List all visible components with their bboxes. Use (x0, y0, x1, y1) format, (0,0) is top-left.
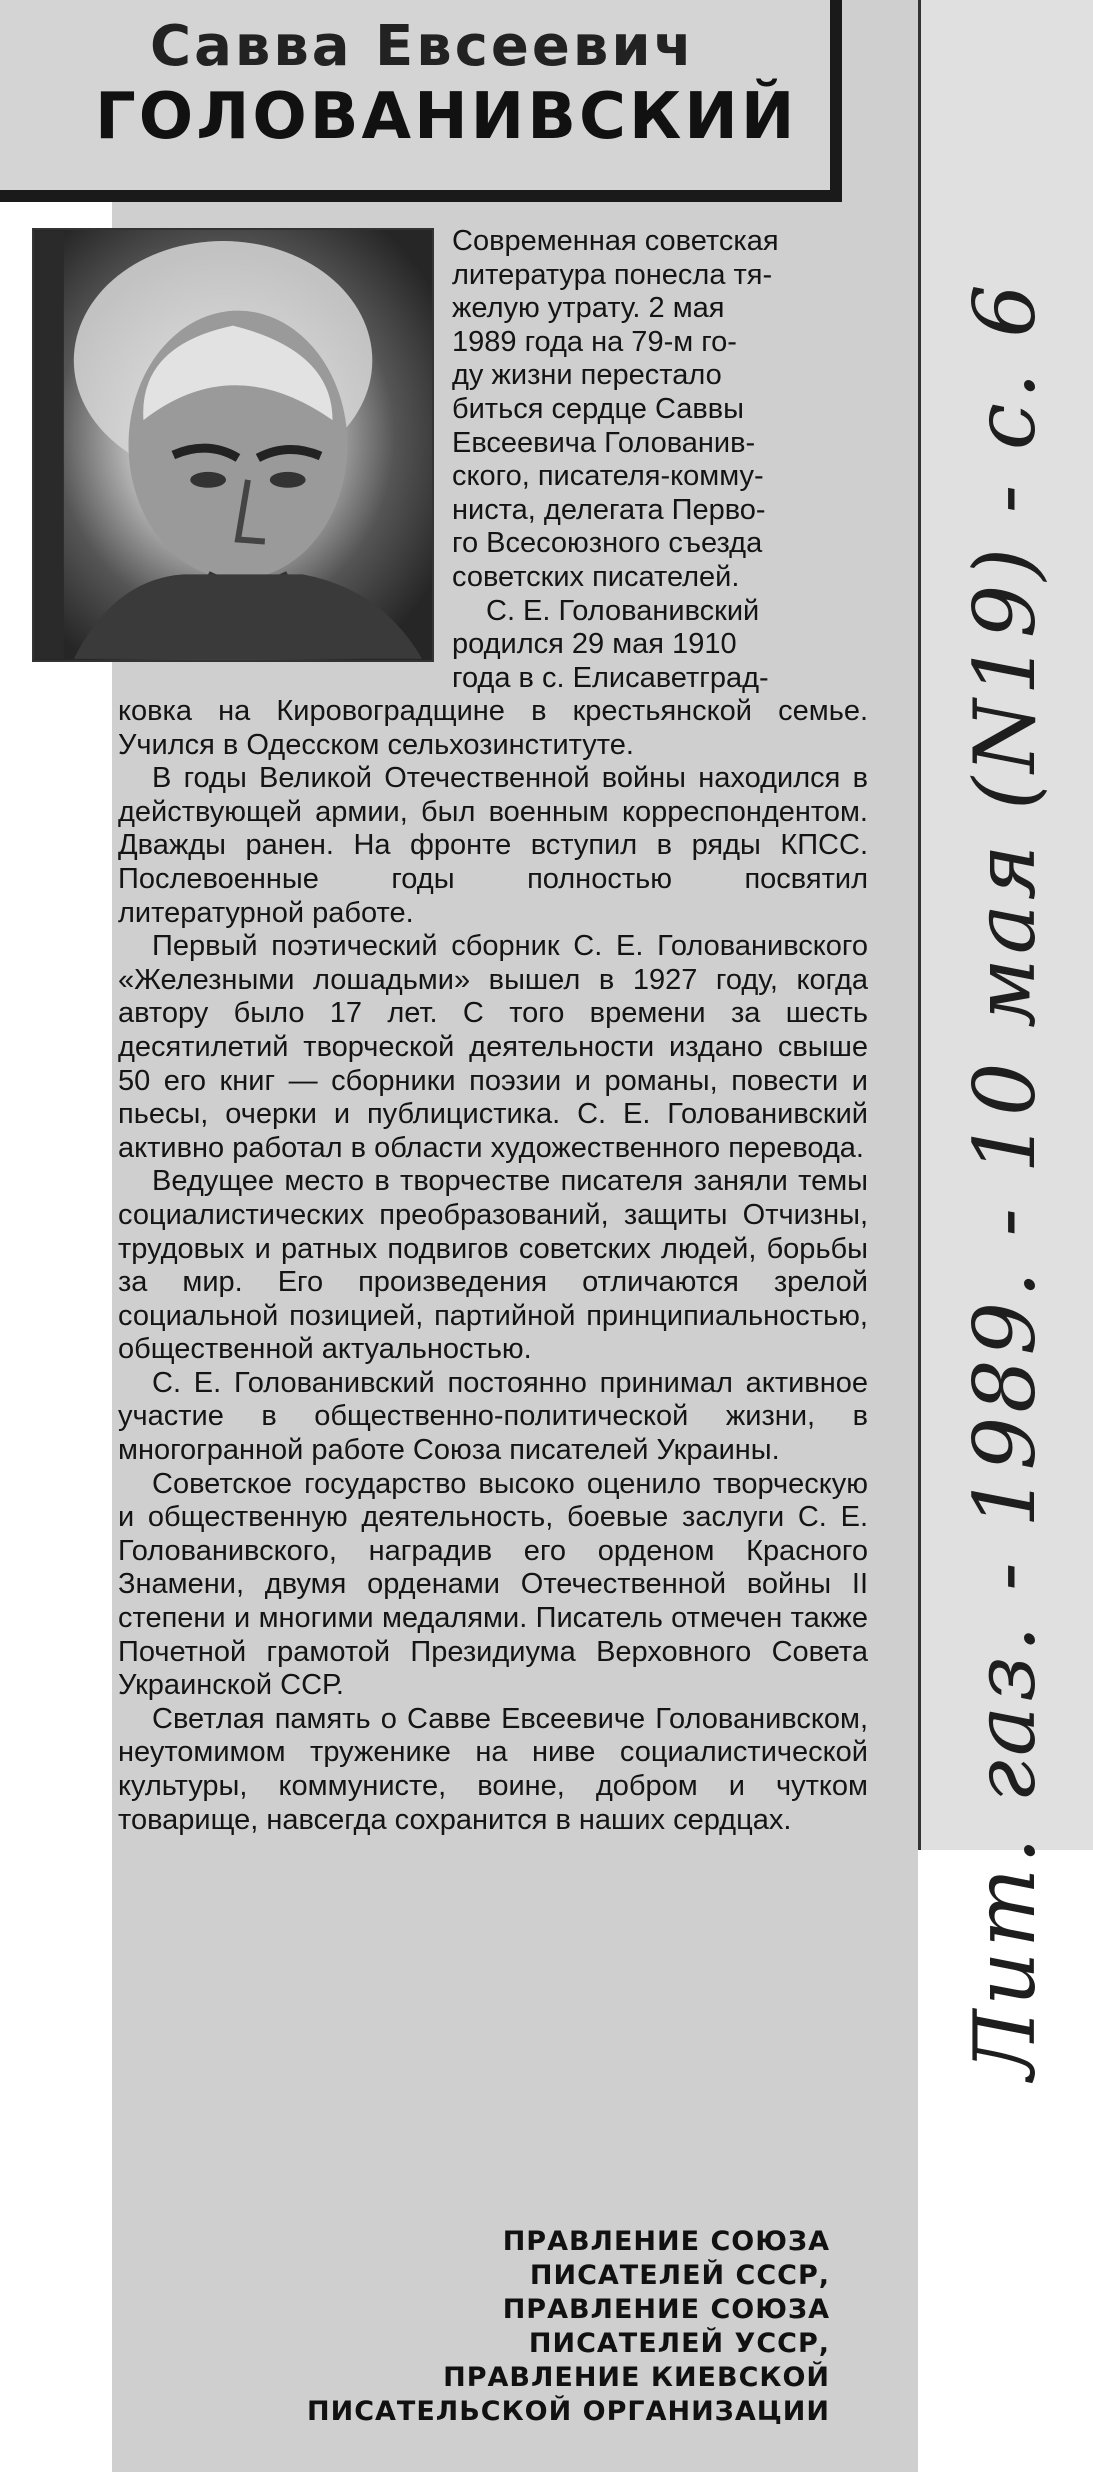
text-line: 1989 года на 79-м го- (452, 325, 737, 358)
text-line: ского, писателя-комму- (452, 460, 764, 493)
paragraph: Советское государство высоко оценило творческую и общественную деятельность, боевые заслуги С. Е. Голованивского, наградив его орденом Красного Знамени, двумя орденами Отечественной войны II степени и многими медалями. Писатель отмечен также Почетной грамотой Президиума Верховного Совета Украинской ССР. (118, 1467, 868, 1702)
text-line: литература понесла тя- (452, 258, 773, 291)
text-line: Евсеевича Голованив- (452, 426, 756, 459)
text-line: го Всесоюзного съезда (452, 527, 763, 560)
portrait-icon (34, 230, 432, 660)
text-line: советских писателей. (452, 560, 740, 593)
text-line: С. Е. Голованивский (486, 594, 760, 627)
paragraph: Светлая память о Савве Евсеевиче Голованивском, неутомимом труженике на ниве социалистической культуры, коммунисте, воине, добром и чутком товарище, навсегда сохранится в наших сердцах. (118, 1702, 868, 1836)
first-names: Савва Евсеевич (150, 14, 696, 79)
paragraph: С. Е. Голованивский постоянно принимал активное участие в общественно-политической жизни, в многогранной работе Союза писателей Украины. (118, 1366, 868, 1467)
signature-line: ПРАВЛЕНИЕ КИЕВСКОЙ (443, 2362, 830, 2393)
signature-line: ПИСАТЕЛЕЙ СССР, (529, 2260, 830, 2291)
text-line: желую утрату. 2 мая (452, 292, 725, 325)
signature-line: ПИСАТЕЛЬСКОЙ ОРГАНИЗАЦИИ (307, 2396, 830, 2427)
portrait-photo (32, 228, 434, 662)
article-lead-column (452, 225, 864, 695)
paragraph: В годы Великой Отечественной войны находился в действующей армии, был военным корреспондентом. Дважды ранен. На фронте вступил в ряды КПСС. Послевоенные годы полностью посвятил литературной работе. (118, 762, 868, 929)
text-line: биться сердце Саввы (452, 392, 744, 425)
text-line: Современная советская (452, 225, 779, 257)
signature-block (260, 2225, 830, 2429)
text-line: ду жизни перестало (452, 359, 722, 392)
signature-line: ПРАВЛЕНИЕ СОЮЗА (502, 2226, 830, 2257)
paragraph: ковка на Кировоградщине в крестьянской семье. Учился в Одесском сельхозинституте. (118, 695, 868, 761)
text-line: года в с. Елисаветград- (452, 661, 769, 694)
text-line: ниста, делегата Перво- (452, 493, 766, 526)
signature-line: ПИСАТЕЛЕЙ УССР, (528, 2328, 830, 2359)
text-line: родился 29 мая 1910 (452, 628, 737, 661)
paragraph: Ведущее место в творчестве писателя заняли темы социалистических преобразований, защиты Отчизны, трудовых и ратных подвигов советских людей, борьбы за мир. Его произведения отличаются зрелой социальной позицией, партийной принципиальностью, общественной актуальностью. (118, 1165, 868, 1366)
obituary-header (0, 0, 842, 202)
paragraph: Первый поэтический сборник С. Е. Голованивского «Железными лошадьми» вышел в 1927 году, когда автору было 17 лет. С того времени за шесть десятилетий творческой деятельности издано свыше 50 его книг — сборники поэзии и романы, повести и пьесы, очерки и публицистика. С. Е. Голованивский активно работал в области художественного перевода. (118, 930, 868, 1164)
surname: ГОЛОВАНИВСКИЙ (95, 80, 798, 154)
article-body (118, 695, 868, 1837)
signature-line: ПРАВЛЕНИЕ СОЮЗА (502, 2294, 830, 2325)
handwritten-source-note: Лит. газ. - 1989. - 10 мая (N19) - с. 6 (956, 280, 1054, 2080)
